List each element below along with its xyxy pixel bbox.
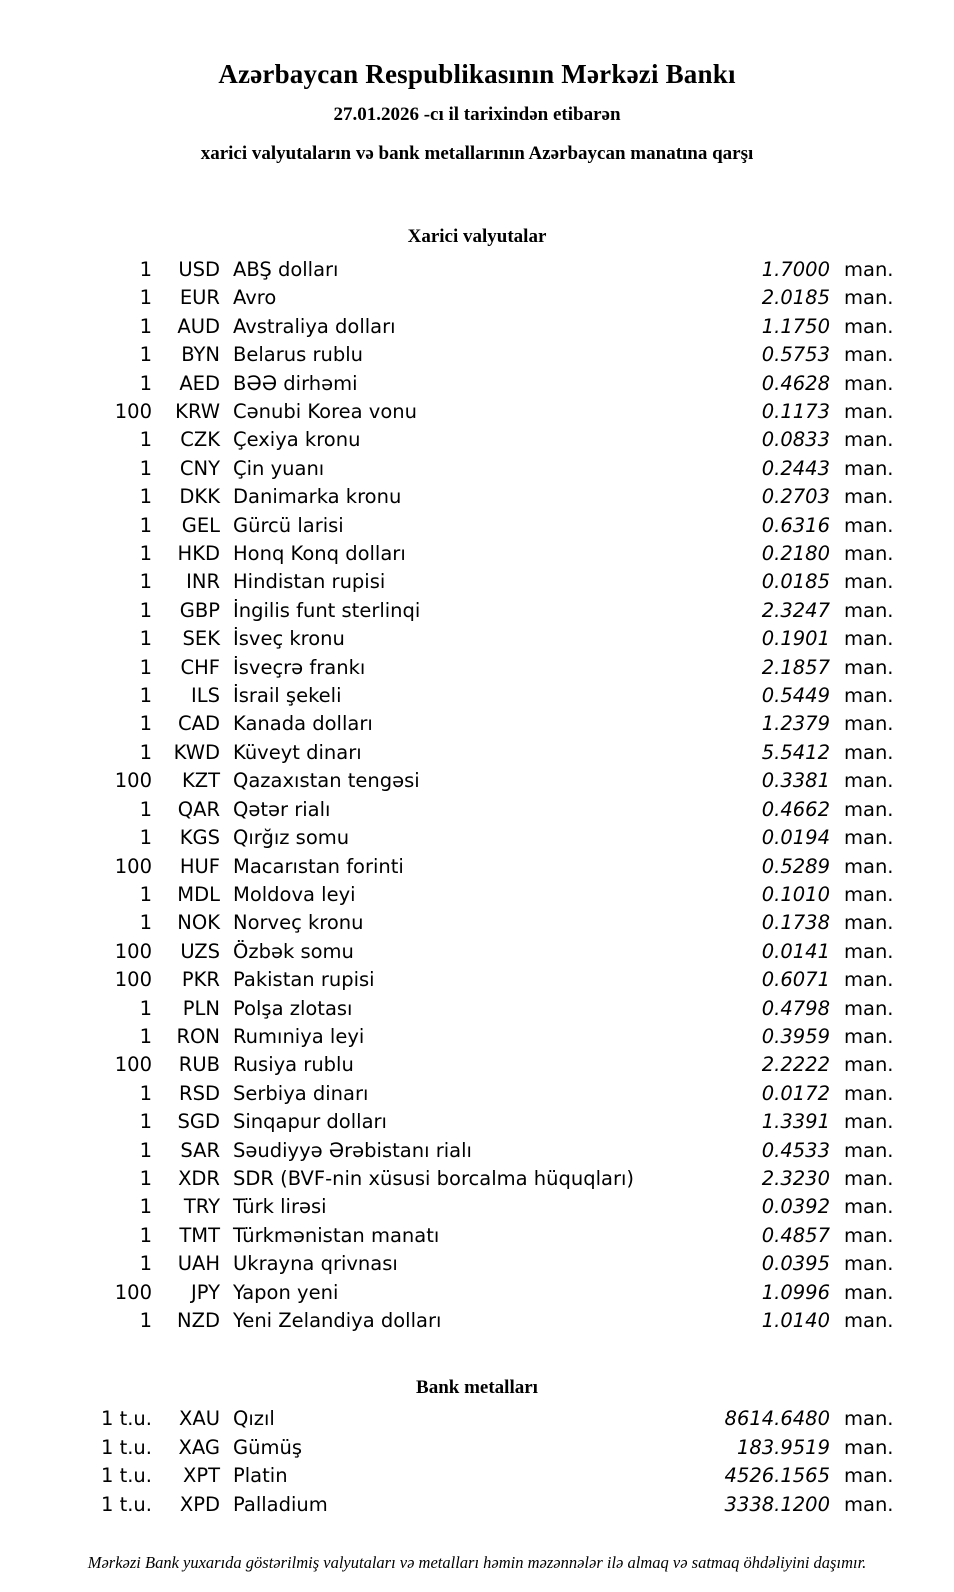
- rate-code: KRW: [175, 400, 220, 424]
- rate-code: EUR: [179, 286, 220, 310]
- rate-value: 2.3230: [761, 1166, 830, 1190]
- rate-name: Çin yuanı: [233, 456, 325, 480]
- table-row: [40, 483, 914, 511]
- rate-code: NZD: [177, 1309, 220, 1333]
- rate-code: GBP: [179, 598, 220, 622]
- rate-name: Türk lirəsi: [233, 1195, 327, 1219]
- table-row: [40, 1193, 914, 1221]
- rate-code: BYN: [181, 343, 220, 367]
- rate-amount: 1: [139, 1024, 152, 1048]
- table-row: [40, 1137, 914, 1165]
- rate-amount: 1: [139, 598, 152, 622]
- rate-amount: 1: [139, 371, 152, 395]
- rate-code: SEK: [182, 627, 220, 651]
- rate-value: 0.3959: [761, 1024, 830, 1048]
- rate-code: GEL: [181, 513, 220, 537]
- rate-amount: 1: [139, 570, 152, 594]
- table-row: [40, 341, 914, 369]
- rate-amount: 1: [139, 1195, 152, 1219]
- table-row: [40, 512, 914, 540]
- rate-amount: 1: [139, 1309, 152, 1333]
- rate-code: INR: [186, 570, 220, 594]
- rate-unit: man.: [844, 456, 894, 480]
- rate-name: ABŞ dolları: [233, 257, 339, 281]
- rate-name: Qızıl: [233, 1407, 275, 1431]
- table-row: [40, 739, 914, 767]
- rate-name: Honq Konq dolları: [233, 542, 406, 566]
- rate-name: Belarus rublu: [233, 343, 364, 367]
- rate-code: JPY: [191, 1280, 220, 1304]
- rate-value: 1.1750: [761, 314, 830, 338]
- rate-amount: 1: [139, 1223, 152, 1247]
- rate-name: İsveçrə frankı: [233, 655, 366, 679]
- table-row: [40, 710, 914, 738]
- rate-value: 1.7000: [761, 257, 830, 281]
- rate-value: 0.3381: [761, 769, 830, 793]
- table-row: [40, 966, 914, 994]
- table-row: [40, 284, 914, 312]
- rate-unit: man.: [844, 1309, 894, 1333]
- rate-unit: man.: [844, 598, 894, 622]
- table-row: [40, 995, 914, 1023]
- rate-name: Palladium: [233, 1492, 328, 1516]
- rate-code: ILS: [191, 684, 220, 708]
- table-row: [40, 1023, 914, 1051]
- rate-unit: man.: [844, 314, 894, 338]
- rate-value: 2.0185: [761, 286, 830, 310]
- rate-unit: man.: [844, 1223, 894, 1247]
- rate-unit: man.: [844, 286, 894, 310]
- rate-value: 2.2222: [761, 1053, 830, 1077]
- rate-value: 183.9519: [736, 1435, 830, 1459]
- section-title-metals: Bank metalları: [416, 1377, 538, 1399]
- rate-value: 0.1901: [761, 627, 830, 651]
- table-row: [40, 256, 914, 284]
- rate-name: Küveyt dinarı: [233, 740, 362, 764]
- rate-unit: man.: [844, 1492, 894, 1516]
- rate-code: KGS: [179, 826, 220, 850]
- table-row: [40, 1491, 914, 1519]
- rate-name: Polşa zlotası: [233, 996, 353, 1020]
- rate-amount: 1: [139, 740, 152, 764]
- table-row: [40, 426, 914, 454]
- rate-code: UZS: [180, 939, 220, 963]
- rate-amount: 1: [139, 627, 152, 651]
- rate-value: 0.0185: [761, 570, 830, 594]
- rate-amount: 1: [139, 428, 152, 452]
- rate-value: 0.4662: [761, 797, 830, 821]
- rate-name: Qətər rialı: [233, 797, 331, 821]
- table-row: [40, 1222, 914, 1250]
- rate-code: HUF: [179, 854, 220, 878]
- rate-amount: 1: [139, 1081, 152, 1105]
- table-row: [40, 1108, 914, 1136]
- rate-name: Qazaxıstan tengəsi: [233, 769, 420, 793]
- table-row: [40, 881, 914, 909]
- rate-value: 8614.6480: [724, 1407, 830, 1431]
- rate-unit: man.: [844, 1435, 894, 1459]
- rate-name: SDR (BVF-nin xüsusi borcalma hüquqları): [233, 1166, 635, 1190]
- rate-unit: man.: [844, 371, 894, 395]
- currency-rows: [40, 256, 914, 1335]
- rate-name: Moldova leyi: [233, 882, 356, 906]
- rate-unit: man.: [844, 570, 894, 594]
- table-row: [40, 370, 914, 398]
- rate-unit: man.: [844, 1081, 894, 1105]
- rate-code: RUB: [178, 1053, 220, 1077]
- rate-value: 0.6071: [761, 968, 830, 992]
- table-row: [40, 313, 914, 341]
- rate-name: Sinqapur dolları: [233, 1110, 387, 1134]
- rate-code: TMT: [179, 1223, 220, 1247]
- rate-unit: man.: [844, 513, 894, 537]
- table-row: [40, 1434, 914, 1462]
- table-row: [40, 1462, 914, 1490]
- rate-name: BƏƏ dirhəmi: [233, 371, 358, 395]
- rate-value: 4526.1565: [724, 1464, 830, 1488]
- rate-name: Danimarka kronu: [233, 485, 402, 509]
- rate-unit: man.: [844, 627, 894, 651]
- rate-value: 2.3247: [761, 598, 830, 622]
- rate-amount: 1: [139, 485, 152, 509]
- rate-unit: man.: [844, 996, 894, 1020]
- rate-value: 0.5449: [761, 684, 830, 708]
- rate-amount: 1: [139, 1252, 152, 1276]
- rate-code: XPT: [182, 1464, 220, 1488]
- rate-unit: man.: [844, 1053, 894, 1077]
- rate-amount: 1: [139, 826, 152, 850]
- rate-code: RON: [176, 1024, 220, 1048]
- rate-name: Macarıstan forinti: [233, 854, 404, 878]
- table-row: [40, 1165, 914, 1193]
- rate-name: Ukrayna qrivnası: [233, 1252, 398, 1276]
- rate-amount: 1: [139, 513, 152, 537]
- footnote: Mərkəzi Bank yuxarıda göstərilmiş valyutaları və metalları həmin məzənnələr ilə almaq və satmaq öhdəliyini daşımır.: [87, 1553, 867, 1573]
- currency-rates-table: [40, 256, 914, 1335]
- table-row: [40, 1051, 914, 1079]
- rate-name: Özbək somu: [233, 939, 354, 963]
- rate-value: 0.0194: [761, 826, 830, 850]
- rate-name: Yapon yeni: [233, 1280, 339, 1304]
- rate-unit: man.: [844, 854, 894, 878]
- table-row: [40, 1080, 914, 1108]
- table-row: [40, 767, 914, 795]
- rate-amount: 1: [139, 286, 152, 310]
- rate-unit: man.: [844, 1464, 894, 1488]
- rate-code: UAH: [177, 1252, 220, 1276]
- rate-code: DKK: [179, 485, 220, 509]
- rate-amount: 1 t.u.: [100, 1464, 152, 1488]
- table-row: [40, 398, 914, 426]
- rate-unit: man.: [844, 1138, 894, 1162]
- rate-name: Serbiya dinarı: [233, 1081, 369, 1105]
- table-row: [40, 796, 914, 824]
- table-row: [40, 540, 914, 568]
- rate-code: HKD: [177, 542, 220, 566]
- rate-unit: man.: [844, 684, 894, 708]
- rate-unit: man.: [844, 769, 894, 793]
- rate-name: Çexiya kronu: [233, 428, 361, 452]
- rate-unit: man.: [844, 428, 894, 452]
- rate-value: 0.2703: [761, 485, 830, 509]
- rate-unit: man.: [844, 1252, 894, 1276]
- rate-name: İsveç kronu: [233, 627, 345, 651]
- rate-unit: man.: [844, 400, 894, 424]
- rate-name: Rusiya rublu: [233, 1053, 354, 1077]
- rate-code: SAR: [180, 1138, 220, 1162]
- rate-name: Kanada dolları: [233, 712, 373, 736]
- rate-value: 0.5753: [761, 343, 830, 367]
- document-header: [40, 58, 914, 166]
- rate-code: KWD: [173, 740, 220, 764]
- rate-code: AUD: [177, 314, 220, 338]
- rate-value: 0.5289: [761, 854, 830, 878]
- rate-amount: 1: [139, 712, 152, 736]
- rate-name: İsrail şekeli: [233, 684, 342, 708]
- rate-amount: 1: [139, 882, 152, 906]
- rate-amount: 1: [139, 1166, 152, 1190]
- rate-value: 0.2443: [761, 456, 830, 480]
- rate-code: PKR: [181, 968, 220, 992]
- rate-code: MDL: [177, 882, 220, 906]
- rate-amount: 1: [139, 456, 152, 480]
- page-title: Azərbaycan Respublikasının Mərkəzi Bankı: [218, 59, 736, 89]
- rate-name: Səudiyyə Ərəbistanı rialı: [233, 1138, 472, 1162]
- rate-value: 0.1738: [761, 911, 830, 935]
- rate-amount: 100: [114, 769, 152, 793]
- rate-value: 1.3391: [761, 1110, 830, 1134]
- rate-value: 5.5412: [761, 740, 830, 764]
- rate-name: Pakistan rupisi: [233, 968, 375, 992]
- rate-name: Türkmənistan manatı: [233, 1223, 440, 1247]
- rate-name: Rumıniya leyi: [233, 1024, 365, 1048]
- rate-amount: 1: [139, 996, 152, 1020]
- table-row: [40, 824, 914, 852]
- table-row: [40, 1405, 914, 1433]
- table-row: [40, 625, 914, 653]
- metal-rows: [40, 1405, 914, 1519]
- rate-amount: 1: [139, 655, 152, 679]
- rate-amount: 100: [114, 968, 152, 992]
- table-row: [40, 597, 914, 625]
- table-row: [40, 568, 914, 596]
- rate-name: Avro: [233, 286, 277, 310]
- rate-code: XDR: [178, 1166, 220, 1190]
- rate-name: Platin: [233, 1464, 288, 1488]
- rate-unit: man.: [844, 1166, 894, 1190]
- rate-code: CNY: [179, 456, 220, 480]
- rate-value: 3338.1200: [724, 1492, 830, 1516]
- rate-unit: man.: [844, 740, 894, 764]
- rate-unit: man.: [844, 882, 894, 906]
- table-row: [40, 682, 914, 710]
- rate-amount: 1: [139, 1110, 152, 1134]
- rate-value: 0.0833: [761, 428, 830, 452]
- rate-name: Gümüş: [233, 1435, 302, 1459]
- rate-code: XAG: [178, 1435, 220, 1459]
- rate-value: 0.1173: [761, 400, 830, 424]
- rate-value: 0.0395: [761, 1252, 830, 1276]
- rate-amount: 1: [139, 314, 152, 338]
- rate-code: XPD: [179, 1492, 220, 1516]
- rate-value: 1.2379: [761, 712, 830, 736]
- rate-value: 0.4857: [761, 1223, 830, 1247]
- rate-unit: man.: [844, 797, 894, 821]
- rate-amount: 100: [114, 1053, 152, 1077]
- table-row: [40, 1307, 914, 1335]
- rate-amount: 1: [139, 684, 152, 708]
- table-row: [40, 654, 914, 682]
- rate-unit: man.: [844, 1110, 894, 1134]
- rate-value: 1.0140: [761, 1309, 830, 1333]
- rate-value: 0.0141: [761, 939, 830, 963]
- rate-amount: 100: [114, 854, 152, 878]
- section-title-currencies: Xarici valyutalar: [407, 225, 547, 247]
- rate-name: Gürcü larisi: [233, 513, 344, 537]
- rate-unit: man.: [844, 257, 894, 281]
- rate-code: AED: [179, 371, 220, 395]
- rate-amount: 1: [139, 343, 152, 367]
- table-row: [40, 1250, 914, 1278]
- rate-name: Hindistan rupisi: [233, 570, 386, 594]
- rate-amount: 100: [114, 400, 152, 424]
- rate-amount: 100: [114, 939, 152, 963]
- document-subtitle: xarici valyutaların və bank metallarının Azərbaycan manatına qarşı: [200, 143, 754, 165]
- table-row: [40, 1279, 914, 1307]
- rate-amount: 1 t.u.: [100, 1492, 152, 1516]
- rate-code: QAR: [177, 797, 220, 821]
- rate-value: 0.1010: [761, 882, 830, 906]
- rate-amount: 1: [139, 911, 152, 935]
- rate-code: USD: [178, 257, 220, 281]
- rate-name: İngilis funt sterlinqi: [233, 598, 421, 622]
- table-row: [40, 909, 914, 937]
- rate-amount: 1: [139, 542, 152, 566]
- rate-code: XAU: [179, 1407, 220, 1431]
- rate-amount: 1: [139, 257, 152, 281]
- rate-unit: man.: [844, 826, 894, 850]
- effective-date-line: 27.01.2026 -cı il tarixindən etibarən: [333, 104, 621, 126]
- rate-unit: man.: [844, 1024, 894, 1048]
- rate-name: Qırğız somu: [233, 826, 350, 850]
- rate-code: KZT: [181, 769, 220, 793]
- rate-code: RSD: [179, 1081, 220, 1105]
- rate-amount: 1: [139, 797, 152, 821]
- rate-code: CAD: [178, 712, 220, 736]
- rate-value: 1.0996: [761, 1280, 830, 1304]
- rate-amount: 1: [139, 1138, 152, 1162]
- rate-unit: man.: [844, 1407, 894, 1431]
- rate-code: CZK: [180, 428, 220, 452]
- rate-value: 0.6316: [761, 513, 830, 537]
- rate-code: SGD: [177, 1110, 220, 1134]
- rate-unit: man.: [844, 939, 894, 963]
- rate-amount: 1 t.u.: [100, 1435, 152, 1459]
- rate-value: 0.0392: [761, 1195, 830, 1219]
- rate-unit: man.: [844, 343, 894, 367]
- rate-value: 0.0172: [761, 1081, 830, 1105]
- table-row: [40, 938, 914, 966]
- rate-name: Yeni Zelandiya dolları: [233, 1309, 442, 1333]
- rate-code: PLN: [182, 996, 220, 1020]
- table-row: [40, 853, 914, 881]
- rate-unit: man.: [844, 712, 894, 736]
- rate-value: 2.1857: [761, 655, 830, 679]
- rate-code: NOK: [177, 911, 220, 935]
- rate-unit: man.: [844, 1280, 894, 1304]
- rate-amount: 1 t.u.: [100, 1407, 152, 1431]
- rate-name: Norveç kronu: [233, 911, 364, 935]
- rate-code: TRY: [183, 1195, 220, 1219]
- metal-rates-table: [40, 1405, 914, 1519]
- rate-code: CHF: [180, 655, 220, 679]
- rate-unit: man.: [844, 911, 894, 935]
- rate-unit: man.: [844, 1195, 894, 1219]
- rate-unit: man.: [844, 542, 894, 566]
- rate-name: Avstraliya dolları: [233, 314, 396, 338]
- table-row: [40, 455, 914, 483]
- rate-unit: man.: [844, 968, 894, 992]
- rate-value: 0.4533: [761, 1138, 830, 1162]
- rate-value: 0.2180: [761, 542, 830, 566]
- rate-amount: 100: [114, 1280, 152, 1304]
- rate-name: Cənubi Korea vonu: [233, 400, 417, 424]
- rate-unit: man.: [844, 485, 894, 509]
- rate-value: 0.4798: [761, 996, 830, 1020]
- rate-unit: man.: [844, 655, 894, 679]
- rate-value: 0.4628: [761, 371, 830, 395]
